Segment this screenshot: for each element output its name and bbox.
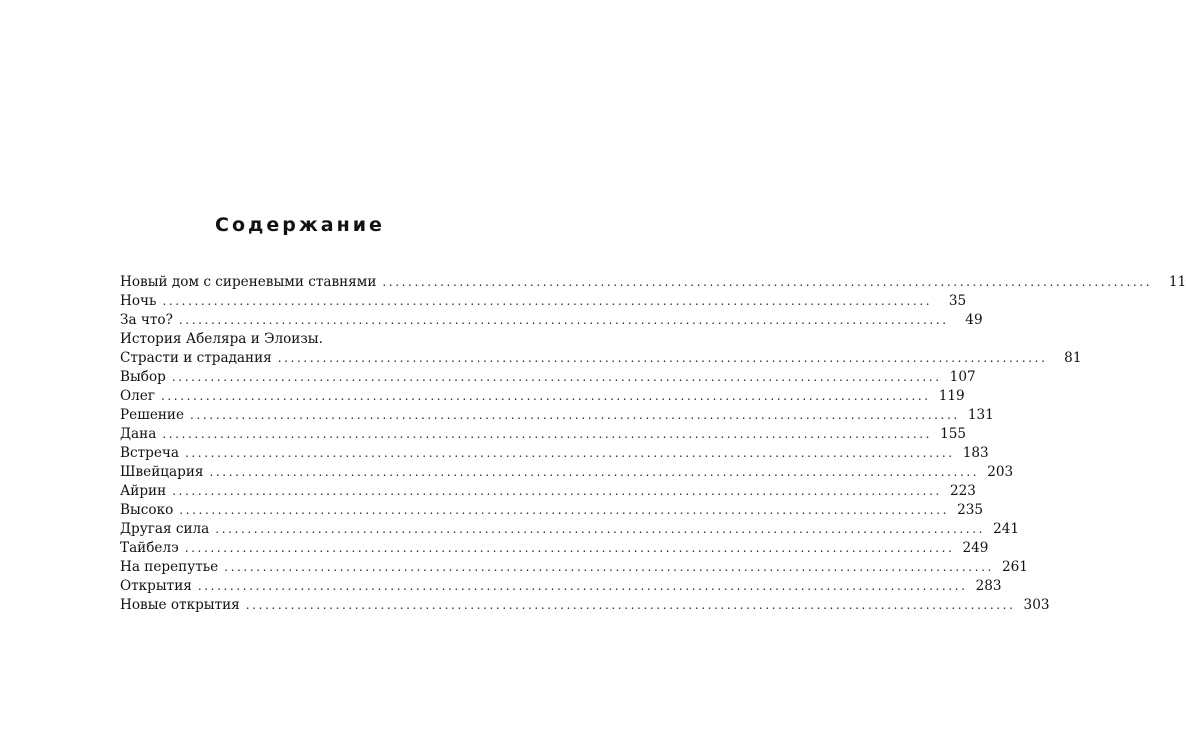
toc-entry-title: Швейцария: [120, 464, 204, 480]
toc-entry: [120, 444, 989, 463]
toc-leader-dots: ........................................................................................................................: [162, 294, 933, 308]
toc-leader-dots: ........................................................................................................................: [215, 522, 986, 536]
toc-leader-dots: ........................................................................................................................: [160, 389, 931, 403]
toc-entry-page: 155: [940, 426, 967, 442]
toc-leader-dots: ........................................................................................................................: [184, 446, 955, 460]
toc-leader-dots: ........................................................................................................................: [162, 427, 933, 441]
toc-leader-dots: ........................................................................................................................: [197, 579, 968, 593]
toc-leader-dots: ........................................................................................................................: [245, 598, 1016, 612]
toc-leader-dots: ........................................................................................................................: [190, 408, 960, 422]
toc-entry: [120, 330, 485, 349]
toc-leader-dots: ........................................................................................................................: [172, 484, 942, 498]
toc-entry-page: 241: [993, 521, 1020, 537]
toc-entry-title: На перепутье: [120, 559, 219, 575]
toc-entry-page: 131: [967, 407, 994, 423]
toc-entry: [120, 387, 965, 406]
toc-entry-page: 183: [962, 445, 989, 461]
toc-entry-title: Высоко: [120, 502, 174, 518]
toc-entry-page: 49: [965, 312, 983, 328]
toc-entry-title: Решение: [120, 407, 185, 423]
toc-entry-page: 119: [938, 388, 965, 404]
toc-entry: [120, 463, 1014, 482]
toc-entry-title: Айрин: [120, 483, 167, 499]
toc-entry: [120, 520, 1020, 539]
toc-entry-page: 249: [962, 540, 989, 556]
toc-entry-title: Олег: [120, 388, 155, 404]
toc-entry-title: Другая сила: [120, 521, 210, 537]
toc-entry: [120, 292, 967, 311]
toc-entry-page: 11: [1168, 274, 1186, 290]
toc-leader-dots: ........................................................................................................................: [184, 541, 955, 555]
toc-entry-title: Выбор: [120, 369, 166, 385]
toc-entry-title: Страсти и страдания: [120, 350, 272, 366]
toc-entry-title: Встреча: [120, 445, 179, 461]
toc-entry: [120, 311, 983, 330]
toc-entry: [120, 273, 1186, 292]
toc-entry: [120, 501, 984, 520]
toc-entry: [120, 349, 1082, 368]
toc-entry: [120, 539, 989, 558]
toc-leader-dots: ........................................................................................................................: [277, 351, 1048, 365]
toc-entry: [120, 425, 967, 444]
toc-entry-title: Тайбелэ: [120, 540, 179, 556]
toc-entry-title: Дана: [120, 426, 157, 442]
toc-entry-page: 235: [957, 502, 984, 518]
toc-leader-dots: ........................................................................................................................: [209, 465, 980, 479]
toc-entry-title: Ночь: [120, 293, 157, 309]
toc-leader-dots: ........................................................................................................................: [178, 313, 949, 327]
toc-entry: [120, 596, 1050, 615]
toc-leader-dots: ........................................................................................................................: [224, 560, 994, 574]
toc-leader-dots: ........................................................................................................................: [171, 370, 942, 384]
page-title: Содержание: [215, 214, 385, 236]
table-of-contents: [120, 273, 1186, 615]
toc-entry-page: 283: [975, 578, 1002, 594]
toc-entry: [120, 406, 994, 425]
toc-entry-title: За что?: [120, 312, 173, 328]
toc-entry-page: 81: [1064, 350, 1082, 366]
toc-entry: [120, 577, 1002, 596]
toc-entry: [120, 558, 1028, 577]
toc-entry: [120, 482, 976, 501]
toc-entry-page: 35: [948, 293, 967, 309]
toc-entry-title: История Абеляра и Элоизы.: [120, 331, 323, 347]
toc-leader-dots: ........................................................................................................................: [382, 275, 1153, 289]
toc-entry-page: 107: [949, 369, 976, 385]
toc-entry-title: Новый дом с сиреневыми ставнями: [120, 274, 377, 290]
toc-entry-page: 303: [1023, 597, 1050, 613]
toc-entry-title: Открытия: [120, 578, 192, 594]
toc-entry-page: 261: [1001, 559, 1028, 575]
toc-entry-page: 203: [987, 464, 1014, 480]
toc-entry-title: Новые открытия: [120, 597, 240, 613]
toc-leader-dots: ........................................................................................................................: [179, 503, 950, 517]
toc-entry-page: 223: [949, 483, 976, 499]
toc-entry: [120, 368, 976, 387]
